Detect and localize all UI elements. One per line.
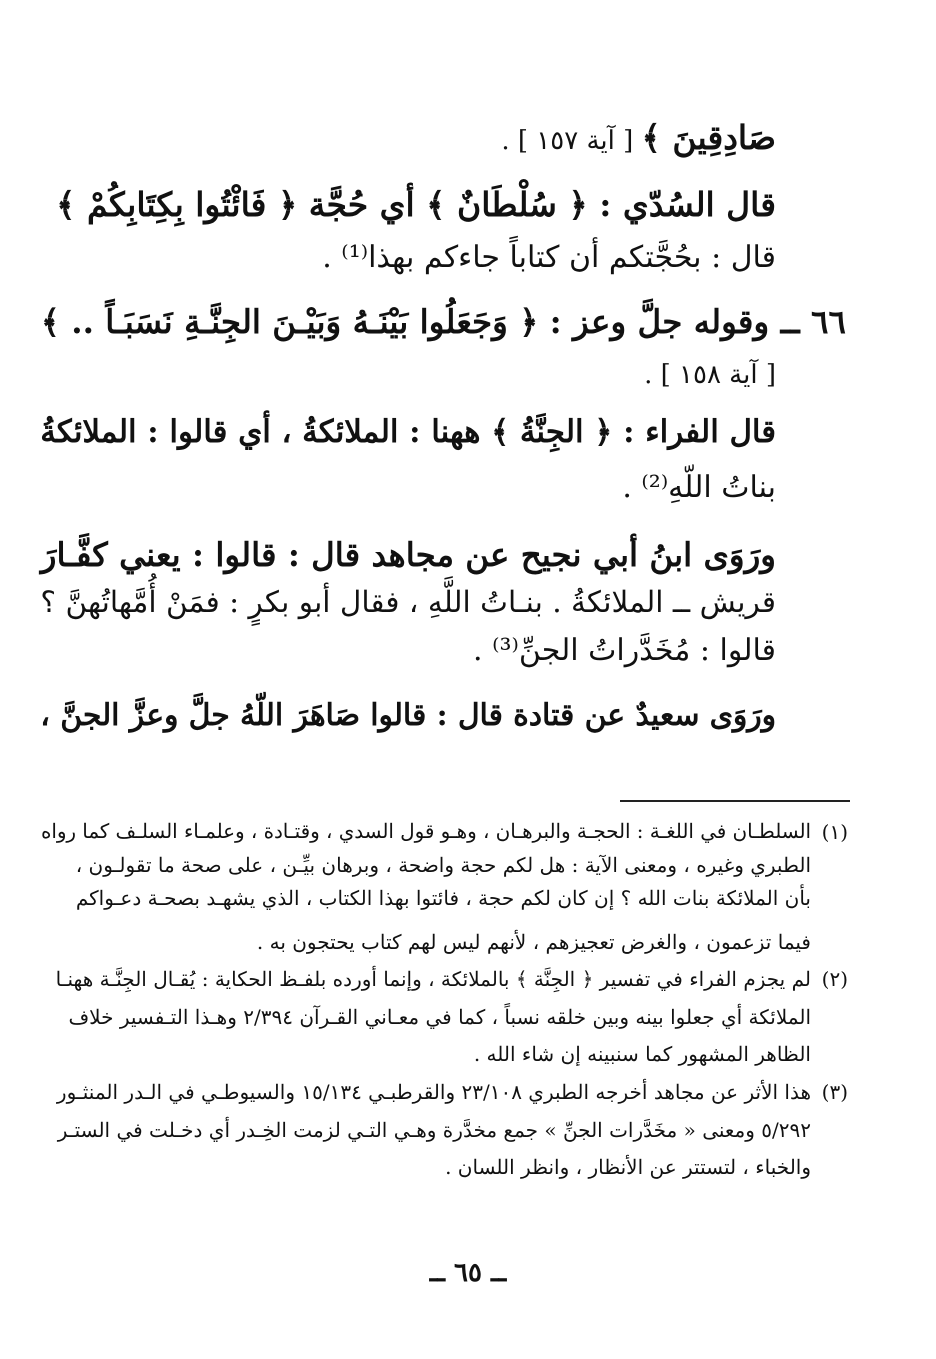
footnote-2-number: (٢) xyxy=(821,967,848,991)
text-line-8: ورَوَى ابنُ أبي نجيح عن مجاهد قال : قالوا : يعني كفَّـارَ xyxy=(40,535,776,574)
footnote-2-line-1: لم يجزم الفراء في تفسير ﴿ الجِنَّة ﴾ بالملائكة ، وإنما أورده بلفـظ الحكاية : يُقـال الجِنَّـة ههنـا xyxy=(55,967,811,991)
footnote-3-line-2: ٥/٢٩٢ ومعنى « مخَدَّرات الجنِّ » جمع مخدَّرة وهـي التـي لزمت الخِـدر أي دخـلت في الستـر xyxy=(57,1118,811,1142)
text-line-10: قالوا : مُخَدَّراتُ الجنِّ⁽³⁾ . xyxy=(473,633,776,668)
text-line-3: قال : بحُجَّتكم أن كتاباً جاءكم بهذا⁽¹⁾ . xyxy=(322,240,776,275)
text-line-9: قريش ــ الملائكةُ . بنـاتُ اللَّهِ ، فقال أبو بكرٍ : فمَنْ أُمَّهاتُهنَّ ؟ xyxy=(40,585,776,619)
footnote-3-line-3: والخباء ، لتستتر عن الأنظار ، وانظر اللسان . xyxy=(445,1155,811,1179)
text-line-4: ٦٦ ــ وقوله جلَّ وعز : ﴿ وَجَعَلُوا بَيْنَـهُ وَبَيْـنَ الجِنَّـةِ نَسَبَـاً .. ﴾ xyxy=(40,302,846,341)
footnote-1-line-1: السلطـان في اللغـة : الحجـة والبرهـان ، وهـو قول السدي ، وقتـادة ، وعلمـاء السلـف كما رواه xyxy=(40,820,811,843)
footnote-2-line-3: الظاهر المشهور كما سنبينه إن شاء الله . xyxy=(473,1042,811,1066)
footnote-3-line-1: هذا الأثر عن مجاهد أخرجه الطبري ٢٣/١٠٨ والقرطبـي ١٥/١٣٤ والسيوطـي في الـدر المنثـور xyxy=(56,1080,811,1104)
text-line-7: بناتُ اللّهِ⁽²⁾ . xyxy=(622,470,776,505)
footnote-separator xyxy=(620,800,850,802)
text-line-2: قال السُدّي : ﴿ سُلْطَانٌ ﴾ أي حُجَّة ﴿ فَائْتُوا بِكِتَابِكُمْ ﴾ xyxy=(56,185,776,224)
footnote-1-line-2: الطبري وغيره ، ومعنى الآية : هل لكم حجة واضحة ، وبرهان بيِّـن ، على صحة ما تقولـون ، xyxy=(75,853,811,877)
page-number: ــ ٦٥ ــ xyxy=(429,1258,507,1288)
text-line-5: [ آية ١٥٨ ] . xyxy=(644,360,776,390)
text-line-11: ورَوَى سعيدٌ عن قتادة قال : قالوا صَاهَرَ اللّهُ جلَّ وعزَّ الجنَّ ، xyxy=(40,698,776,733)
text-line-1 xyxy=(501,118,776,157)
footnote-2-line-2: الملائكة أي جعلوا بينه وبين خلقه نسباً ، كما في معـاني القـرآن ٢/٣٩٤ وهـذا التـفسير خلاف xyxy=(68,1005,811,1029)
footnote-3-number: (٣) xyxy=(821,1080,848,1104)
text-line-1-rest: [ آية ١٥٧ ] . xyxy=(501,126,642,156)
footnote-1-number: (١) xyxy=(821,820,848,844)
text-line-6: قال الفراء : ﴿ الجِنَّةُ ﴾ ههنا : الملائكةُ ، أي قالوا : الملائكةُ xyxy=(40,414,776,450)
footnote-1-line-4: فيما تزعمون ، والغرض تعجيزهم ، لأنهم ليس لهم كتاب يحتجون به . xyxy=(256,930,811,954)
footnote-1-line-3: بأن الملائكة بنات الله ؟ إن كان لكم حجة ، فائتوا بهذا الكتاب ، الذي يشهـد بصحـة دعـواكم xyxy=(75,886,811,910)
text-line-1-bold: صَادِقِينَ ﴾ xyxy=(641,118,776,157)
